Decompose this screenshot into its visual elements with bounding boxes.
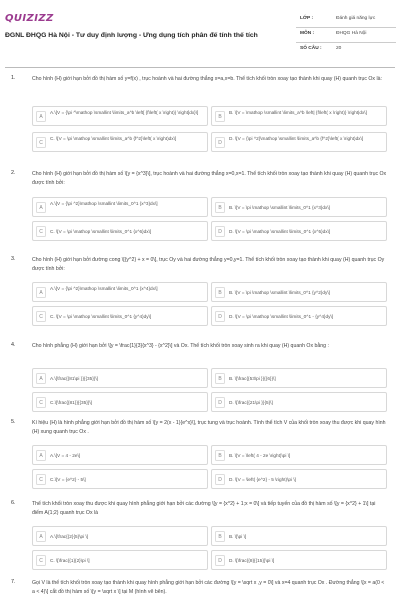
option-letter-badge: C — [36, 397, 46, 408]
option-text: C. \[V = \pi \mathop \smallint \limits_a^b {f^2}\left( x \right)dx\] — [50, 136, 177, 141]
option-a[interactable] — [32, 282, 208, 302]
option-c[interactable] — [32, 469, 208, 489]
meta-value: 20 — [336, 46, 342, 51]
option-b[interactable] — [211, 106, 387, 126]
meta-label: LỚP : — [300, 16, 314, 21]
option-letter-badge: B — [215, 450, 225, 461]
option-text: C.\[\frac{{81}}{{35}}\] — [50, 400, 92, 405]
option-text: C. \[V = \pi \mathop \smallint \limits_0^1 {x^6}dx\] — [50, 229, 152, 234]
option-text: B. \[V = \mathop \smallint \limits_a^b \left| {f\left( x \right)} \right|dx\] — [229, 110, 367, 115]
meta-row-subject — [296, 28, 396, 43]
option-text: B. \[V = \pi \mathop \smallint \limits_0^1 {y^2}dy\] — [229, 290, 330, 295]
option-a[interactable] — [32, 197, 208, 217]
option-letter-badge: A — [36, 202, 46, 213]
question-text: Kí hiệu (H) là hình phẳng giới hạn bởi đồ thị hàm số \[y = 2(x - 1){e^x}\], trục tung và trục hoành. Tính thể tích V của khối tròn xoay thu được khi quay hình (H) xung quanh trục Ox . — [32, 420, 386, 435]
option-d[interactable] — [211, 132, 387, 152]
option-text: D. \[V = \pi \mathop \smallint \limits_0^1 {x^5}dx\] — [229, 229, 331, 234]
option-letter-badge: C — [36, 474, 46, 485]
question-number: 1. — [11, 75, 16, 81]
question-text: Cho hình (H) giới hạn bởi đồ thị hàm số \[y = {x^3}\], trục hoành và hai đường thẳng x=0,x=1. Thể tích khối tròn xoay tạo thành khi quay (H) quanh trục Ox được tính bởi: — [32, 171, 387, 186]
meta-row-class — [296, 13, 396, 28]
option-text: C.\[V = {e^2} - 5\] — [50, 477, 86, 482]
option-text: A.\[V = {\pi ^2}\mathop \smallint \limits_0^1 {x^4}dx\] — [50, 286, 158, 291]
option-d[interactable] — [211, 550, 387, 570]
question-number: 7. — [11, 579, 16, 585]
option-c[interactable] — [32, 221, 208, 241]
option-c[interactable] — [32, 550, 208, 570]
option-text: B. \[V = \left( 4 - 2e \right)\pi \] — [229, 453, 291, 458]
option-text: A.\[V = {\pi ^2}\mathop \smallint \limits_0^1 {x^3}dx\] — [50, 201, 158, 206]
meta-value: Đánh giá năng lực — [336, 16, 376, 21]
option-letter-badge: D — [215, 555, 225, 566]
option-letter-badge: D — [215, 226, 225, 237]
option-b[interactable] — [211, 445, 387, 465]
option-letter-badge: A — [36, 287, 46, 298]
option-letter-badge: B — [215, 287, 225, 298]
option-text: C. \[V = \pi \mathop \smallint \limits_0^1 {y^4}dy\] — [50, 314, 152, 319]
question-number: 6. — [11, 500, 16, 506]
option-text: A.\[\frac{{2}{5}\pi \] — [50, 534, 89, 539]
option-letter-badge: A — [36, 111, 46, 122]
option-text: A.\[V = 4 - 2e\] — [50, 453, 81, 458]
option-letter-badge: C — [36, 226, 46, 237]
option-letter-badge: C — [36, 137, 46, 148]
question-number: 4. — [11, 342, 16, 348]
question-text: Cho hình phẳng (H) giới hạn bởi \[y = \frac{1}{3}{x^3} - {x^2}\] và Ox. Thể tích khối tròn xoay sinh ra khi quay (H) quanh Ox bằng : — [32, 343, 329, 349]
option-text: D. \[V = \left( {e^2} - 5 \right)\pi \] — [229, 477, 296, 482]
option-letter-badge: C — [36, 311, 46, 322]
option-text: A.\[\frac{{81\pi }}{{35}}\] — [50, 376, 98, 381]
question-text: Cho hình (H) giới hạn bởi đường cong \[{y^2} + x = 0\], trục Oy và hai đường thẳng y=0,y=1. Thể tích khối tròn xoay tạo thành khi quay (H) quanh trục Oy được tính bởi: — [32, 257, 385, 272]
meta-label: MÔN : — [300, 31, 315, 36]
header-divider — [5, 67, 395, 68]
meta-table — [296, 13, 396, 58]
option-text: D. \[V = {\pi ^2}\mathop \smallint \limits_a^b {f^2}\left( x \right)dx\] — [229, 136, 364, 141]
option-text: C. \[\frac{{1}{2}\pi \] — [50, 558, 90, 563]
question-number: 5. — [11, 419, 16, 425]
option-text: B. \[\pi \] — [229, 534, 247, 539]
option-text: D. \[V = \pi \mathop \smallint \limits_0^1 - {y^4}dy\] — [229, 314, 334, 319]
option-a[interactable] — [32, 445, 208, 465]
option-d[interactable] — [211, 392, 387, 412]
option-letter-badge: B — [215, 202, 225, 213]
option-a[interactable] — [32, 106, 208, 126]
meta-label: SỐ CÂU : — [300, 46, 322, 51]
question-text: Cho hình (H) giới hạn bởi đồ thị hàm số y=f(x) , trục hoành và hai đường thẳng x=a,x=b. Thể tích khối tròn xoay tạo thành khi quay (H) quanh trục Ox là: — [32, 76, 382, 82]
question-number: 2. — [11, 170, 16, 176]
option-letter-badge: C — [36, 555, 46, 566]
option-b[interactable] — [211, 368, 387, 388]
option-c[interactable] — [32, 132, 208, 152]
option-letter-badge: D — [215, 137, 225, 148]
option-d[interactable] — [211, 469, 387, 489]
question-number: 3. — [11, 256, 16, 262]
option-text: B. \[\frac{{53\pi }}{{6}}\] — [229, 376, 276, 381]
option-letter-badge: A — [36, 373, 46, 384]
header — [0, 0, 400, 62]
quizizz-logo: QUIZIZZ — [5, 13, 54, 24]
meta-row-question-count — [296, 43, 396, 58]
document-title: ĐGNL ĐHQG Hà Nội - Tư duy định lượng - Ứng dụng tích phân để tính thể tích — [5, 32, 258, 39]
option-d[interactable] — [211, 221, 387, 241]
option-b[interactable] — [211, 282, 387, 302]
question-text: Gọi V là thể tích khối tròn xoay tạo thành khi quay hình phẳng giới hạn bởi các đường \[y = \sqrt x ,y = 0\] và x=4 quanh trục Ox . Đường thẳng \[x = a(0 < a < 4)\] cắt đồ thị hàm số \[y = \sqrt x \] tại M (hình vẽ bên). — [32, 580, 385, 595]
option-c[interactable] — [32, 306, 208, 326]
option-letter-badge: D — [215, 397, 225, 408]
option-c[interactable] — [32, 392, 208, 412]
option-letter-badge: A — [36, 531, 46, 542]
option-letter-badge: D — [215, 311, 225, 322]
option-text: D. \[\frac{{21\pi }}{5}\] — [229, 400, 273, 405]
option-b[interactable] — [211, 197, 387, 217]
question-text: Thể tích khối tròn xoay thu được khi quay hình phẳng giới hạn bởi các đường \[y = {x^2} + 1;x = 0\] và tiếp tuyến của đồ thị hàm số \[y = {x^2} + 1\] tại điểm A(1;2) quanh trục Ox là — [32, 501, 376, 516]
option-letter-badge: B — [215, 373, 225, 384]
option-text: B. \[V = \pi \mathop \smallint \limits_0^1 {x^3}dx\] — [229, 205, 330, 210]
option-letter-badge: D — [215, 474, 225, 485]
option-letter-badge: B — [215, 111, 225, 122]
option-a[interactable] — [32, 526, 208, 546]
meta-value: ĐHQG Hà Nội — [336, 31, 367, 36]
option-text: A.\[V = {\pi ^\mathop \smallint \limits_a^b \left[ {f\left( x \right)} \right]dx}\] — [50, 110, 199, 115]
option-text: D. \[\frac{{8}{{15}}\pi \] — [229, 558, 275, 563]
option-b[interactable] — [211, 526, 387, 546]
option-d[interactable] — [211, 306, 387, 326]
option-a[interactable] — [32, 368, 208, 388]
option-letter-badge: B — [215, 531, 225, 542]
option-letter-badge: A — [36, 450, 46, 461]
